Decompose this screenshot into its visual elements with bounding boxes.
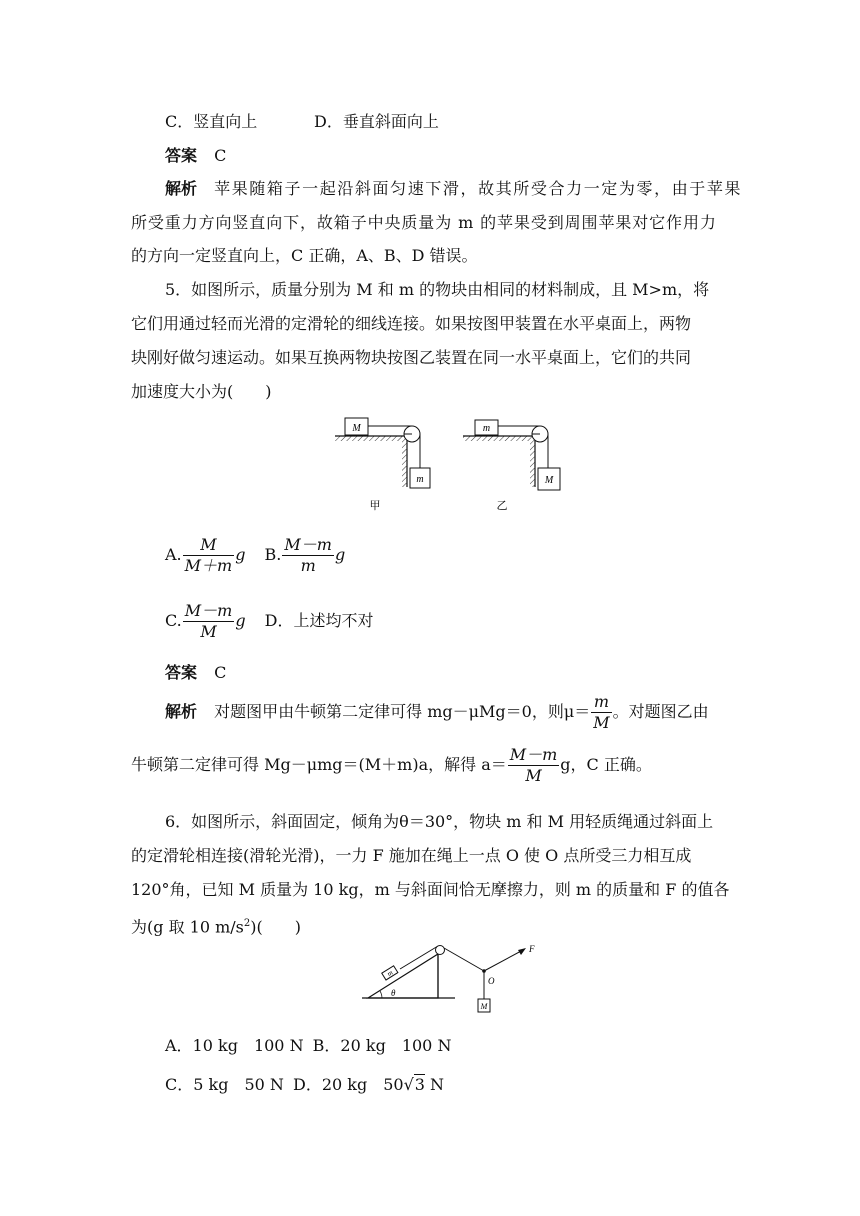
table-top-hatch bbox=[335, 436, 407, 441]
figure-yi bbox=[463, 420, 560, 512]
caption-yi: 乙 bbox=[496, 500, 508, 512]
q6-options-ab bbox=[165, 1034, 451, 1058]
block-M-label: M bbox=[480, 1002, 488, 1011]
block-m-label: m bbox=[385, 968, 395, 979]
block-M-label: M bbox=[544, 475, 554, 486]
option-d: D．20 kg 50√3 N bbox=[293, 1075, 445, 1094]
force-F bbox=[484, 950, 523, 971]
q4-analysis-line-1 bbox=[165, 177, 742, 201]
option-c: C．5 kg 50 N bbox=[165, 1075, 284, 1094]
q6-stem-line-3: 120°角，已知 M 质量为 10 kg，m 与斜面间恰无摩擦力，则 m 的质量和 F 的值各 bbox=[131, 880, 730, 899]
sqrt-icon: √ bbox=[403, 1075, 414, 1094]
answer-value: C bbox=[214, 663, 227, 682]
block-m-label: m bbox=[482, 423, 491, 434]
q5-figure bbox=[330, 412, 570, 516]
analysis-label: 解析 bbox=[165, 179, 198, 198]
q4-analysis-line-2: 所受重力方向竖直向下，故箱子中央质量为 m 的苹果受到周围苹果对它作用力 bbox=[131, 213, 717, 232]
option-c: C. $\frac{M-m}{M}$ g bbox=[165, 601, 246, 641]
answer-label: 答案 bbox=[165, 146, 198, 165]
angle-label: θ bbox=[391, 988, 396, 998]
q5-analysis-line-1: 解析 对题图甲由牛顿第二定律可得 mg－μMg＝0，则μ＝ $\frac{m}{M}$ 。对题图乙由 bbox=[165, 692, 709, 732]
figure-jia bbox=[335, 418, 430, 512]
block-m-label: m bbox=[416, 474, 424, 485]
q4-option-d: D．垂直斜面向上 bbox=[314, 112, 439, 131]
block-M-label: M bbox=[352, 423, 361, 434]
option-d: D．上述均不对 bbox=[264, 611, 374, 630]
q5-options-ab bbox=[165, 535, 345, 576]
caption-jia: 甲 bbox=[369, 500, 381, 512]
q6-options-cd bbox=[165, 1073, 444, 1097]
answer-label: 答案 bbox=[165, 663, 198, 682]
option-b: B. $\frac{M-m}{m}$ g bbox=[264, 535, 346, 575]
q5-stem-line-2: 它们用通过轻而光滑的定滑轮的细线连接。如果按图甲装置在水平桌面上，两物 bbox=[131, 314, 692, 333]
q6-stem-line-1: 6．如图所示，斜面固定，倾角为θ＝30°，物块 m 和 M 用轻质绳通过斜面上 bbox=[165, 812, 714, 831]
option-a: A. $\frac{M}{M+m}$ g bbox=[165, 535, 246, 575]
force-F-label: F bbox=[529, 944, 535, 954]
q5-analysis-line-2: 牛顿第二定律可得 Mg－μmg＝(M＋m)a，解得 a＝ $\frac{M-m}{M}$ g，C 正确。 bbox=[131, 745, 652, 785]
analysis-label: 解析 bbox=[165, 702, 198, 721]
q5-stem-line-4: 加速度大小为( ) bbox=[131, 382, 272, 401]
answer-value: C bbox=[214, 146, 227, 165]
q5-answer bbox=[165, 661, 226, 685]
rope-to-O bbox=[444, 948, 484, 971]
arrow-icon bbox=[518, 948, 526, 955]
pulley bbox=[436, 946, 445, 955]
q6-stem-line-2: 的定滑轮相连接(滑轮光滑)，一力 F 施加在绳上一点 O 使 O 点所受三力相互成 bbox=[131, 846, 692, 865]
option-b: B．20 kg 100 N bbox=[312, 1036, 452, 1055]
analysis-text: 苹果随箱子一起沿斜面匀速下滑，故其所受合力一定为零，由于苹果 bbox=[214, 179, 743, 198]
q5-stem-line-3: 块刚好做匀速运动。如果互换两物块按图乙装置在同一水平桌面上，它们的共同 bbox=[131, 348, 692, 367]
table-edge-hatch bbox=[402, 441, 407, 487]
q4-answer bbox=[165, 144, 226, 168]
q6-stem-line-4: 为(g 取 10 $m/s^2$)( ) bbox=[131, 917, 301, 937]
table-edge-hatch bbox=[530, 441, 535, 487]
option-a: A．10 kg 100 N bbox=[165, 1036, 304, 1055]
q4-analysis-line-3: 的方向一定竖直向上，C 正确，A、B、D 错误。 bbox=[131, 246, 478, 265]
point-O-label: O bbox=[488, 976, 495, 986]
q5-options-cd bbox=[165, 601, 374, 642]
q6-figure bbox=[360, 940, 550, 1018]
incline bbox=[368, 954, 438, 998]
q5-stem-line-1: 5．如图所示，质量分别为 M 和 m 的物块由相同的材料制成，且 M>m，将 bbox=[165, 280, 710, 299]
q4-option-c: C．竖直向上 bbox=[165, 112, 258, 131]
angle-arc bbox=[380, 991, 382, 998]
table-top-hatch bbox=[463, 436, 535, 441]
block-m bbox=[382, 966, 398, 981]
